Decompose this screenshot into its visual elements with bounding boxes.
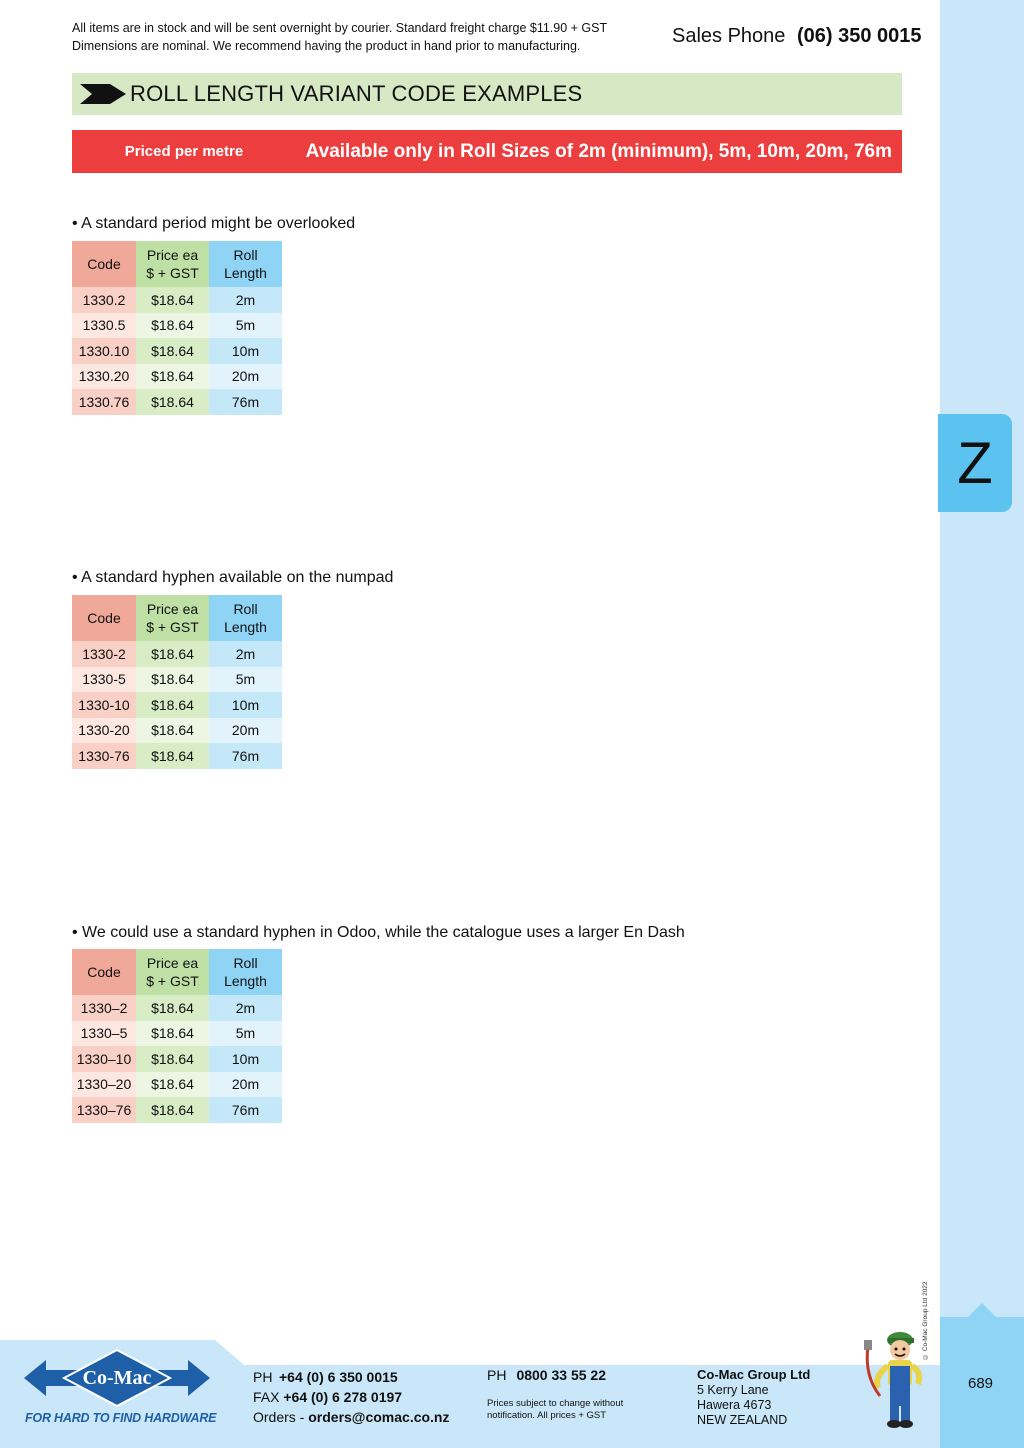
cell-price: $18.64 — [136, 692, 209, 718]
cell-price: $18.64 — [136, 1046, 209, 1072]
cell-code: 1330-20 — [72, 718, 136, 744]
sales-phone-number[interactable]: (06) 350 0015 — [796, 25, 922, 47]
cell-length: 76m — [209, 1097, 282, 1123]
table-row — [72, 641, 282, 667]
cell-length: 20m — [209, 364, 282, 390]
cell-price: $18.64 — [136, 667, 209, 693]
page-number: 689 — [968, 1375, 994, 1392]
shipping-note: All items are in stock and will be sent overnight by courier. Standard freight charge $11.90 + GST — [72, 21, 608, 35]
header-notes — [72, 19, 607, 55]
cell-length: 5m — [209, 1021, 282, 1047]
cell-length: 10m — [209, 1046, 282, 1072]
col-header-price: Price ea $ + GST — [136, 241, 209, 287]
contact-details — [253, 1367, 450, 1427]
variant-table-hyphen — [72, 595, 282, 769]
cell-price: $18.64 — [136, 389, 209, 415]
cell-length: 76m — [209, 743, 282, 769]
table-row — [72, 287, 282, 313]
fax-label: FAX — [253, 1389, 280, 1405]
freephone — [487, 1367, 606, 1383]
table-row — [72, 313, 282, 339]
cell-code: 1330-5 — [72, 667, 136, 693]
table-row — [72, 1021, 282, 1047]
variant-table-period — [72, 241, 282, 415]
col-header-price: Price ea $ + GST — [136, 595, 209, 641]
cell-code: 1330–20 — [72, 1072, 136, 1098]
section-tab-z[interactable]: Z — [938, 414, 1012, 512]
address-line: 5 Kerry Lane — [697, 1383, 769, 1397]
cell-length: 5m — [209, 313, 282, 339]
col-header-roll-length: Roll Length — [209, 241, 282, 287]
table-row — [72, 718, 282, 744]
cell-price: $18.64 — [136, 287, 209, 313]
cell-price: $18.64 — [136, 338, 209, 364]
cell-code: 1330.20 — [72, 364, 136, 390]
up-arrow-icon — [968, 1303, 996, 1317]
company-name: Co-Mac Group Ltd — [697, 1367, 811, 1382]
cell-price: $18.64 — [136, 641, 209, 667]
col-header-code: Code — [72, 949, 136, 995]
table-row — [72, 389, 282, 415]
arrow-right-icon — [80, 84, 126, 104]
cell-code: 1330-76 — [72, 743, 136, 769]
col-header-roll-length: Roll Length — [209, 595, 282, 641]
cell-code: 1330.76 — [72, 389, 136, 415]
table-row — [72, 1097, 282, 1123]
comac-logo[interactable] — [24, 1348, 210, 1408]
table-row — [72, 667, 282, 693]
logo-text: Co-Mac — [82, 1367, 152, 1389]
orders-label: Orders - — [253, 1409, 305, 1425]
ph2-label: PH — [487, 1367, 507, 1383]
cell-length: 10m — [209, 692, 282, 718]
cell-length: 76m — [209, 389, 282, 415]
col-header-code: Code — [72, 595, 136, 641]
cell-code: 1330.5 — [72, 313, 136, 339]
table-row — [72, 995, 282, 1021]
ph2-number[interactable]: 0800 33 55 22 — [516, 1367, 606, 1383]
table-row — [72, 364, 282, 390]
cell-price: $18.64 — [136, 364, 209, 390]
prices-note-line: notification. All prices + GST — [487, 1410, 607, 1421]
col-header-roll-length: Roll Length — [209, 949, 282, 995]
dimensions-note: Dimensions are nominal. We recommend having the product in hand prior to manufacturing. — [72, 39, 581, 53]
address-line: NEW ZEALAND — [697, 1413, 788, 1427]
col-header-code: Code — [72, 241, 136, 287]
phone-line — [253, 1367, 450, 1387]
section-title-hyphen: • A standard hyphen available on the numpad — [72, 569, 394, 586]
ph-label: PH — [253, 1369, 273, 1385]
cell-length: 20m — [209, 718, 282, 744]
cell-price: $18.64 — [136, 1097, 209, 1123]
cell-price: $18.64 — [136, 313, 209, 339]
sales-phone-label: Sales Phone — [672, 25, 786, 47]
table-row — [72, 692, 282, 718]
table-row — [72, 743, 282, 769]
table-row — [72, 1072, 282, 1098]
fax-line — [253, 1387, 450, 1407]
section-title-period: • A standard period might be overlooked — [72, 215, 356, 232]
tagline: FOR HARD TO FIND HARDWARE — [25, 1411, 217, 1425]
sales-phone — [672, 25, 922, 48]
cell-length: 2m — [209, 995, 282, 1021]
section-title-en-dash: • We could use a standard hyphen in Odoo, while the catalogue uses a larger En Dash — [72, 924, 685, 941]
variant-table-en-dash — [72, 949, 282, 1123]
cell-price: $18.64 — [136, 995, 209, 1021]
priced-per-metre: Priced per metre — [124, 143, 244, 160]
cell-code: 1330–76 — [72, 1097, 136, 1123]
copyright-note: © Co-Mac Group Ltd 2022 — [922, 1281, 929, 1360]
cell-price: $18.64 — [136, 1021, 209, 1047]
ph-number[interactable]: +64 (0) 6 350 0015 — [279, 1369, 398, 1385]
address-line: Hawera 4673 — [697, 1398, 772, 1412]
cell-code: 1330-10 — [72, 692, 136, 718]
mascot-handyman-icon — [860, 1326, 932, 1430]
cell-code: 1330–5 — [72, 1021, 136, 1047]
fax-number: +64 (0) 6 278 0197 — [283, 1389, 403, 1405]
cell-length: 2m — [209, 641, 282, 667]
cell-code: 1330-2 — [72, 641, 136, 667]
cell-length: 20m — [209, 1072, 282, 1098]
cell-price: $18.64 — [136, 1072, 209, 1098]
table-row — [72, 1046, 282, 1072]
cell-length: 10m — [209, 338, 282, 364]
page-title: ROLL LENGTH VARIANT CODE EXAMPLES — [130, 81, 583, 106]
cell-length: 2m — [209, 287, 282, 313]
cell-code: 1330.2 — [72, 287, 136, 313]
side-strip — [940, 0, 1024, 1448]
cell-code: 1330–2 — [72, 995, 136, 1021]
orders-line — [253, 1407, 450, 1427]
table-row — [72, 338, 282, 364]
cell-code: 1330.10 — [72, 338, 136, 364]
col-header-price: Price ea $ + GST — [136, 949, 209, 995]
prices-note-line: Prices subject to change without — [487, 1398, 624, 1409]
pricing-banner — [72, 130, 902, 173]
prices-note — [487, 1398, 623, 1422]
cell-price: $18.64 — [136, 718, 209, 744]
section-title-bar — [72, 73, 902, 115]
cell-code: 1330–10 — [72, 1046, 136, 1072]
cell-length: 5m — [209, 667, 282, 693]
roll-sizes-note: Available only in Roll Sizes of 2m (minimum), 5m, 10m, 20m, 76m — [305, 140, 892, 162]
cell-price: $18.64 — [136, 743, 209, 769]
company-address — [697, 1367, 810, 1428]
orders-email[interactable]: orders@comac.co.nz — [308, 1409, 450, 1425]
